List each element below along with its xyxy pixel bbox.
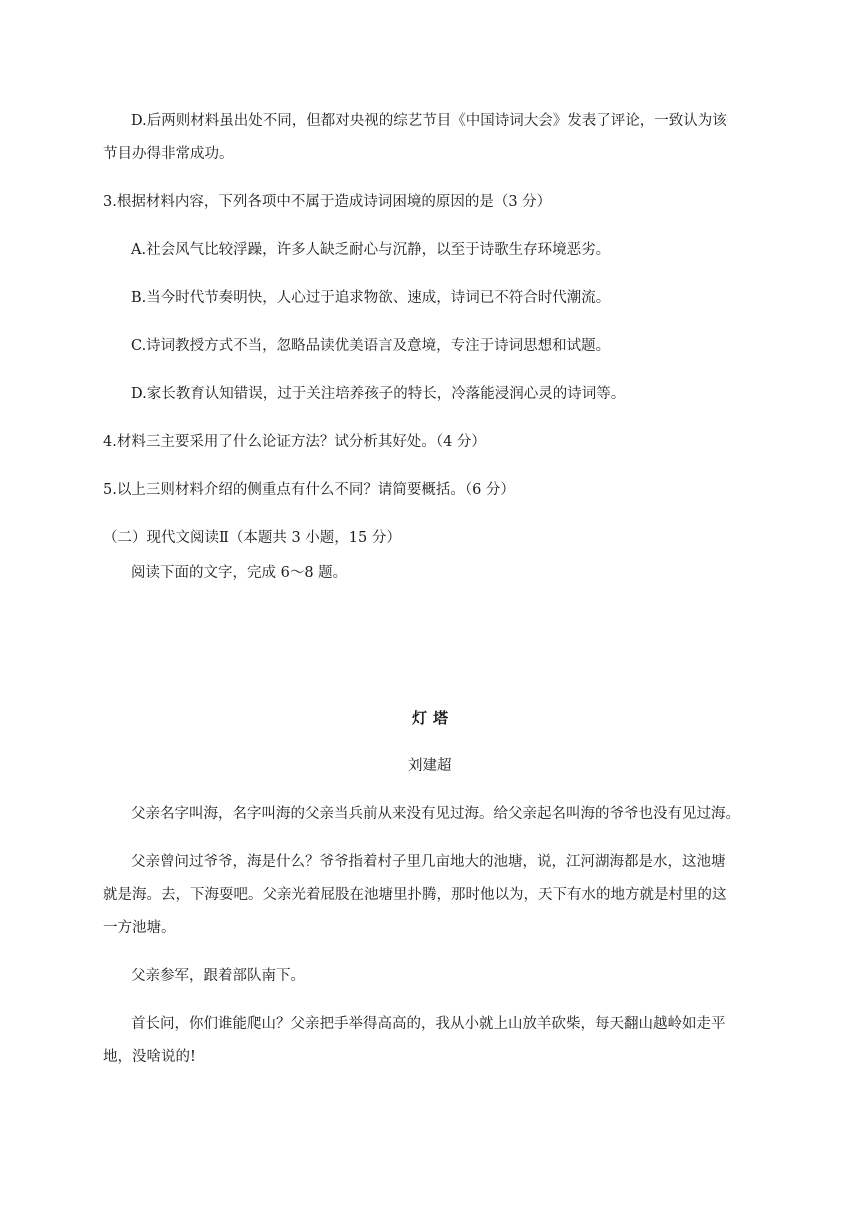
article-title: 灯塔 (412, 709, 455, 727)
article-paragraph-1: 父亲名字叫海，名字叫海的父亲当兵前从来没有见过海。给父亲起名叫海的爷爷也没有见过海。 (131, 806, 740, 822)
section-heading: （二）现代文阅读Ⅱ（本题共 3 小题，15 分） (103, 530, 401, 546)
article-paragraph-4-line1: 首长问，你们谁能爬山？父亲把手举得高高的，我从小就上山放羊砍柴，每天翻山越岭如走平 (131, 1016, 726, 1032)
article-paragraph-2-line1: 父亲曾问过爷爷，海是什么？爷爷指着村子里几亩地大的池塘，说，江河湖海都是水，这池塘 (131, 854, 726, 870)
q2-option-d-line1: D.后两则材料虽出处不同，但都对央视的综艺节目《中国诗词大会》发表了评论，一致认为该 (131, 113, 727, 129)
article-paragraph-3: 父亲参军，跟着部队南下。 (131, 968, 305, 984)
section-instruction: 阅读下面的文字，完成 6～8 题。 (131, 565, 348, 581)
question-4: 4.材料三主要采用了什么论证方法？试分析其好处。（4 分） (103, 434, 486, 450)
question-3-option-d: D.家长教育认知错误，过于关注培养孩子的特长，冷落能浸润心灵的诗词等。 (131, 386, 626, 402)
q2-option-d-line2: 节目办得非常成功。 (103, 146, 234, 162)
question-3-option-c: C.诗词教授方式不当，忽略品读优美语言及意境，专注于诗词思想和试题。 (131, 338, 611, 354)
question-5: 5.以上三则材料介绍的侧重点有什么不同？请简要概括。（6 分） (103, 482, 515, 498)
article-paragraph-2-line2: 就是海。去，下海耍吧。父亲光着屁股在池塘里扑腾，那时他以为，天下有水的地方就是村里的这 (103, 887, 727, 903)
article-paragraph-2-line3: 一方池塘。 (103, 920, 176, 936)
question-3-option-a: A.社会风气比较浮躁，许多人缺乏耐心与沉静，以至于诗歌生存环境恶劣。 (131, 242, 611, 258)
question-3-stem: 3.根据材料内容，下列各项中不属于造成诗词困境的原因的是（3 分） (103, 194, 552, 210)
article-author: 刘建超 (408, 758, 452, 774)
question-3-option-b: B.当今时代节奏明快，人心过于追求物欲、速成，诗词已不符合时代潮流。 (131, 290, 611, 306)
article-paragraph-4-line2: 地，没啥说的! (103, 1049, 196, 1065)
